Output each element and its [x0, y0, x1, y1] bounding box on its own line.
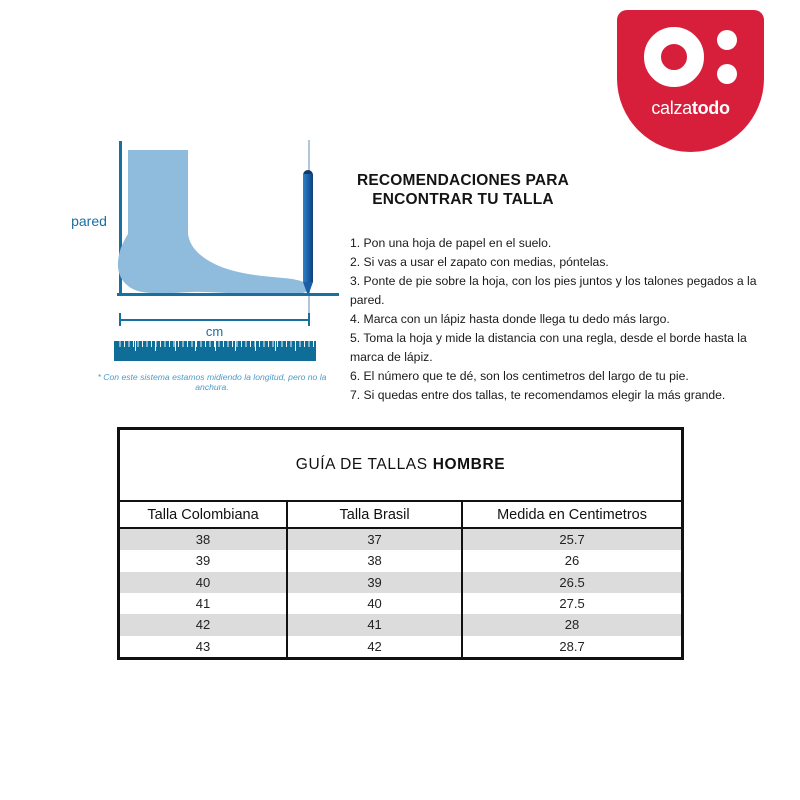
table-row	[120, 550, 681, 571]
cell-talla-colombiana: 40	[195, 574, 211, 590]
cell-talla-brasil: 37	[286, 529, 461, 550]
cell-talla-colombiana: 38	[195, 532, 211, 548]
cell-talla-brasil: 39	[286, 572, 461, 593]
logo-colon-dot-bottom-icon	[717, 64, 737, 84]
column-header-colombiana: Talla Colombiana	[147, 506, 259, 523]
ruler-major-ticks	[116, 341, 314, 351]
floor-line	[117, 293, 339, 296]
logo-c-icon	[644, 27, 704, 87]
logo-wordmark	[617, 98, 764, 119]
cell-talla-brasil: 42	[286, 636, 461, 657]
step-item: 5. Toma la hoja y mide la distancia con una regla, desde el borde hasta la marca de lápiz.	[350, 331, 747, 364]
cell-medida-cm: 25.7	[461, 529, 681, 550]
wall-label: pared	[71, 213, 107, 229]
cell-medida-cm: 26.5	[461, 572, 681, 593]
cell-medida-cm: 28	[461, 614, 681, 635]
size-table-title-bold: HOMBRE	[432, 456, 506, 473]
step-item: 4. Marca con un lápiz hasta donde llega tu dedo más largo.	[350, 312, 670, 326]
recommendations-title	[347, 172, 579, 209]
column-header-brasil: Talla Brasil	[286, 502, 461, 527]
logo-colon-dot-top-icon	[717, 30, 737, 50]
step-item: 6. El número que te dé, son los centimetros del largo de tu pie.	[350, 369, 689, 383]
table-row	[120, 614, 681, 635]
cell-talla-colombiana: 39	[195, 553, 211, 569]
cell-medida-cm: 27.5	[461, 593, 681, 614]
step-item: 3. Ponte de pie sobre la hoja, con los pies juntos y los talones pegados a la pared.	[350, 274, 757, 307]
cell-talla-colombiana: 42	[195, 617, 211, 633]
cell-talla-colombiana: 43	[195, 638, 211, 654]
cell-talla-brasil: 38	[286, 550, 461, 571]
cm-label: cm	[205, 324, 224, 339]
wordmark-bold: todo	[691, 98, 730, 118]
table-row	[120, 529, 681, 550]
size-table-title-regular: GUÍA DE TALLAS	[295, 456, 428, 473]
pencil-icon	[303, 170, 313, 296]
table-row	[120, 593, 681, 614]
pencil-body	[303, 174, 313, 282]
column-header-centimetros: Medida en Centimetros	[461, 502, 681, 527]
size-table-header-row	[120, 500, 681, 529]
table-row	[120, 636, 681, 657]
foot-silhouette-icon	[117, 148, 312, 296]
calzatodo-logo	[617, 10, 764, 152]
ruler-icon	[114, 341, 316, 361]
dimension-line	[119, 319, 310, 321]
size-table-body	[120, 529, 681, 657]
cell-talla-brasil: 41	[286, 614, 461, 635]
cell-talla-brasil: 40	[286, 593, 461, 614]
step-item: 2. Si vas a usar el zapato con medias, póntelas.	[350, 255, 609, 269]
wordmark-regular: calza	[651, 98, 692, 118]
recommendations-steps	[350, 234, 764, 405]
cell-talla-colombiana: 41	[195, 596, 211, 612]
recommendations-title-line2: ENCONTRAR TU TALLA	[372, 190, 554, 208]
cell-medida-cm: 28.7	[461, 636, 681, 657]
size-guide-table	[117, 427, 684, 660]
step-item: 7. Si quedas entre dos tallas, te recomendamos elegir la más grande.	[350, 388, 726, 402]
cell-medida-cm: 26	[461, 550, 681, 571]
table-row	[120, 572, 681, 593]
measurement-note: * Con este sistema estamos midiendo la longitud, pero no la anchura.	[97, 372, 327, 392]
step-item: 1. Pon una hoja de papel en el suelo.	[350, 236, 552, 250]
size-table-title	[120, 430, 681, 500]
recommendations-title-line1: RECOMENDACIONES PARA	[356, 172, 570, 189]
